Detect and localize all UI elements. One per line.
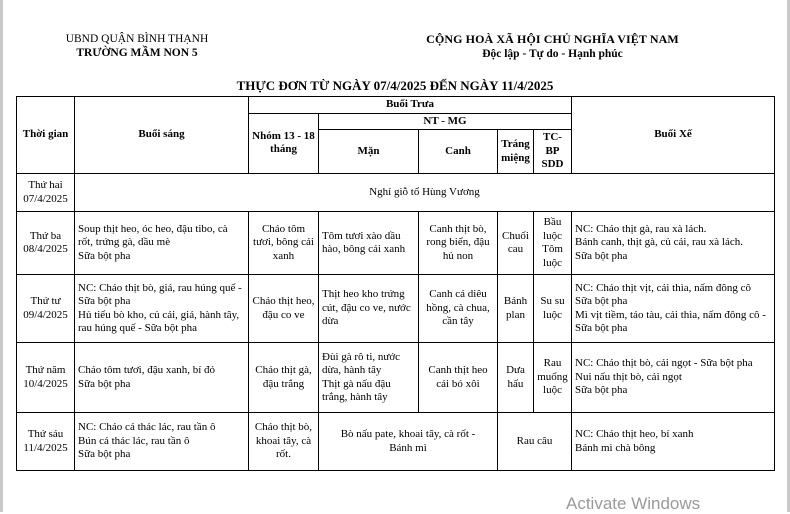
- dessert-cell: [498, 212, 534, 275]
- col-header-tcbp: TC-BP SDD: [534, 130, 572, 174]
- col-header-man: Mặn: [319, 130, 419, 174]
- dessert-cell: [498, 343, 534, 413]
- tcbp-line: Su su luộc: [540, 295, 565, 321]
- day-cell: [17, 174, 75, 212]
- dessert-line: Dưa hấu: [506, 364, 525, 390]
- day-date: 10/4/2025: [23, 377, 68, 390]
- school-header: [52, 32, 222, 60]
- canh-cell: [419, 275, 498, 343]
- dessert-line: Rau câu: [516, 434, 553, 447]
- man-cell: [319, 343, 419, 413]
- district-name: UBND QUẬN BÌNH THẠNH: [65, 33, 209, 45]
- nhom-line: Cháo tôm tươi, bông cải xanh: [253, 222, 314, 262]
- breakfast-cell: [75, 275, 249, 343]
- breakfast-cell: [75, 212, 249, 275]
- activate-windows-watermark: Activate Windows: [566, 494, 701, 513]
- afternoon-cell: [572, 413, 775, 471]
- col-header-canh: Canh: [419, 130, 498, 174]
- nhom-line: Cháo thịt gà, đậu trắng: [255, 364, 312, 390]
- tcbp-line: Bầu luộc: [543, 216, 562, 242]
- dessert-cell: [498, 275, 534, 343]
- afternoon-cell: [572, 343, 775, 413]
- table-row: [17, 413, 775, 471]
- nhom-cell: [249, 413, 319, 471]
- breakfast-line: Hủ tiếu bò kho, củ cải, giá, hành tây, rau húng quế - Sữa bột pha: [78, 308, 240, 334]
- nation-name: CỘNG HOÀ XÃ HỘI CHỦ NGHĨA VIỆT NAM: [426, 32, 679, 46]
- afternoon-line: Sữa bột pha: [575, 384, 628, 397]
- col-header-afternoon: Buổi Xế: [572, 97, 775, 174]
- canh-cell: [419, 212, 498, 275]
- breakfast-cell: [75, 343, 249, 413]
- afternoon-line: Nui nấu thịt bò, cải ngọt: [575, 370, 682, 383]
- day-name: Thứ ba: [29, 229, 62, 242]
- man-line: Thịt heo kho trứng cút, đậu co ve, nước dừa: [322, 288, 411, 328]
- afternoon-line: Sữa bột pha: [575, 295, 628, 307]
- day-cell: [17, 212, 75, 275]
- menu-table: [16, 96, 775, 471]
- day-cell: [17, 343, 75, 413]
- dessert-line: Bánh plan: [503, 295, 528, 321]
- man-line: Thịt gà nấu đậu trắng, hành tây: [322, 377, 391, 403]
- nhom-line: Cháo thịt heo, đậu co ve: [252, 295, 315, 321]
- afternoon-line: NC: Cháo thịt gà, rau xà lách.: [575, 222, 707, 235]
- man-cell: [319, 275, 419, 343]
- canh-line: Canh thịt heo cải bó xôi: [428, 364, 488, 390]
- tcbp-line: Tôm luộc: [542, 243, 563, 269]
- day-cell: [17, 275, 75, 343]
- afternoon-line: NC: Cháo thịt vịt, cải thìa, nấm đông cô: [575, 281, 751, 294]
- afternoon-cell: [572, 212, 775, 275]
- table-row: [17, 174, 775, 212]
- breakfast-line: Cháo tôm tươi, đậu xanh, bí đỏ: [78, 364, 216, 376]
- school-name: TRƯỜNG MẦM NON 5: [76, 47, 198, 59]
- man-line: Đùi gà rô ti, nước dừa, hành tây: [322, 350, 401, 376]
- man-line: Tôm tươi xào dầu hào, bông cải xanh: [322, 229, 406, 255]
- breakfast-line: Sữa bột pha: [78, 448, 131, 461]
- breakfast-line: Bún cá thác lác, rau tần ô: [78, 434, 190, 447]
- man-canh-line: Bánh mì: [389, 441, 427, 454]
- canh-line: Canh cá diêu hồng, cà chua, cần tây: [426, 288, 490, 328]
- day-name: Thứ hai: [28, 179, 63, 191]
- col-header-time: Thời gian: [17, 97, 75, 174]
- breakfast-cell: [75, 413, 249, 471]
- day-name: Thứ tư: [30, 295, 61, 307]
- dessert-line: Chuối cau: [502, 229, 529, 255]
- canh-cell: [419, 343, 498, 413]
- table-row: [17, 275, 775, 343]
- col-header-trang-mieng: Tráng miệng: [498, 130, 534, 174]
- national-motto: Độc lập - Tự do - Hạnh phúc: [482, 48, 623, 60]
- col-header-lunch: Buổi Trưa: [249, 97, 572, 114]
- afternoon-line: NC: Cháo thịt bò, cải ngọt - Sữa bột pha: [575, 357, 753, 370]
- table-row: [17, 343, 775, 413]
- breakfast-line: Soup thịt heo, óc heo, đậu tibo, cà rốt, trứng gà, dầu mè: [78, 222, 228, 249]
- col-header-nhom: Nhóm 13 - 18 tháng: [249, 113, 319, 174]
- day-name: Thứ năm: [25, 364, 66, 376]
- nhom-cell: [249, 212, 319, 275]
- tcbp-cell: [534, 275, 572, 343]
- national-header: [420, 32, 685, 62]
- afternoon-line: Mì vịt tiềm, táo tàu, cải thìa, nấm đông cô - Sữa bột pha: [575, 308, 766, 334]
- day-date: 08/4/2025: [23, 243, 68, 255]
- breakfast-line: Sữa bột pha: [78, 377, 131, 390]
- day-cell: [17, 413, 75, 471]
- col-header-breakfast: Buổi sáng: [75, 97, 249, 174]
- canh-line: Canh thịt bò, rong biển, đậu hủ non: [426, 222, 490, 262]
- afternoon-line: Sữa bột pha: [575, 249, 628, 262]
- day-date: 11/4/2025: [23, 441, 68, 454]
- nhom-cell: [249, 275, 319, 343]
- afternoon-line: NC: Cháo thịt heo, bí xanh: [575, 428, 694, 440]
- header-row-1: [17, 97, 775, 114]
- nhom-cell: [249, 343, 319, 413]
- breakfast-line: NC: Cháo cá thác lác, rau tần ô: [78, 421, 216, 434]
- breakfast-line: Sữa bột pha: [78, 249, 131, 262]
- tcbp-line: Rau muống luộc: [537, 357, 568, 397]
- holiday-note: Nghỉ giỗ tổ Hùng Vương: [75, 174, 775, 212]
- man-cell: [319, 212, 419, 275]
- afternoon-line: Bánh mì chà bông: [575, 441, 656, 454]
- day-date: 09/4/2025: [23, 308, 68, 321]
- tcbp-cell: [534, 212, 572, 275]
- man-canh-line: Bò nấu pate, khoai tây, cà rốt -: [340, 428, 476, 440]
- table-row: [17, 212, 775, 275]
- breakfast-line: NC: Cháo thịt bò, giá, rau húng quế - Sữa bột pha: [78, 281, 242, 307]
- day-date: 07/4/2025: [23, 192, 68, 205]
- nhom-line: Cháo thịt bò, khoai tây, cà rốt.: [254, 421, 313, 461]
- man-canh-cell: [319, 413, 498, 471]
- afternoon-line: Bánh canh, thịt gà, củ cải, rau xà lách.: [575, 236, 743, 249]
- window-left-edge: [0, 0, 3, 512]
- afternoon-cell: [572, 275, 775, 343]
- dessert-cell: [498, 413, 572, 471]
- day-name: Thứ sáu: [27, 428, 64, 440]
- col-header-nt-mg: NT - MG: [319, 113, 572, 130]
- tcbp-cell: [534, 343, 572, 413]
- document-title: THỰC ĐƠN TỪ NGÀY 07/4/2025 ĐẾN NGÀY 11/4/2025: [236, 78, 554, 93]
